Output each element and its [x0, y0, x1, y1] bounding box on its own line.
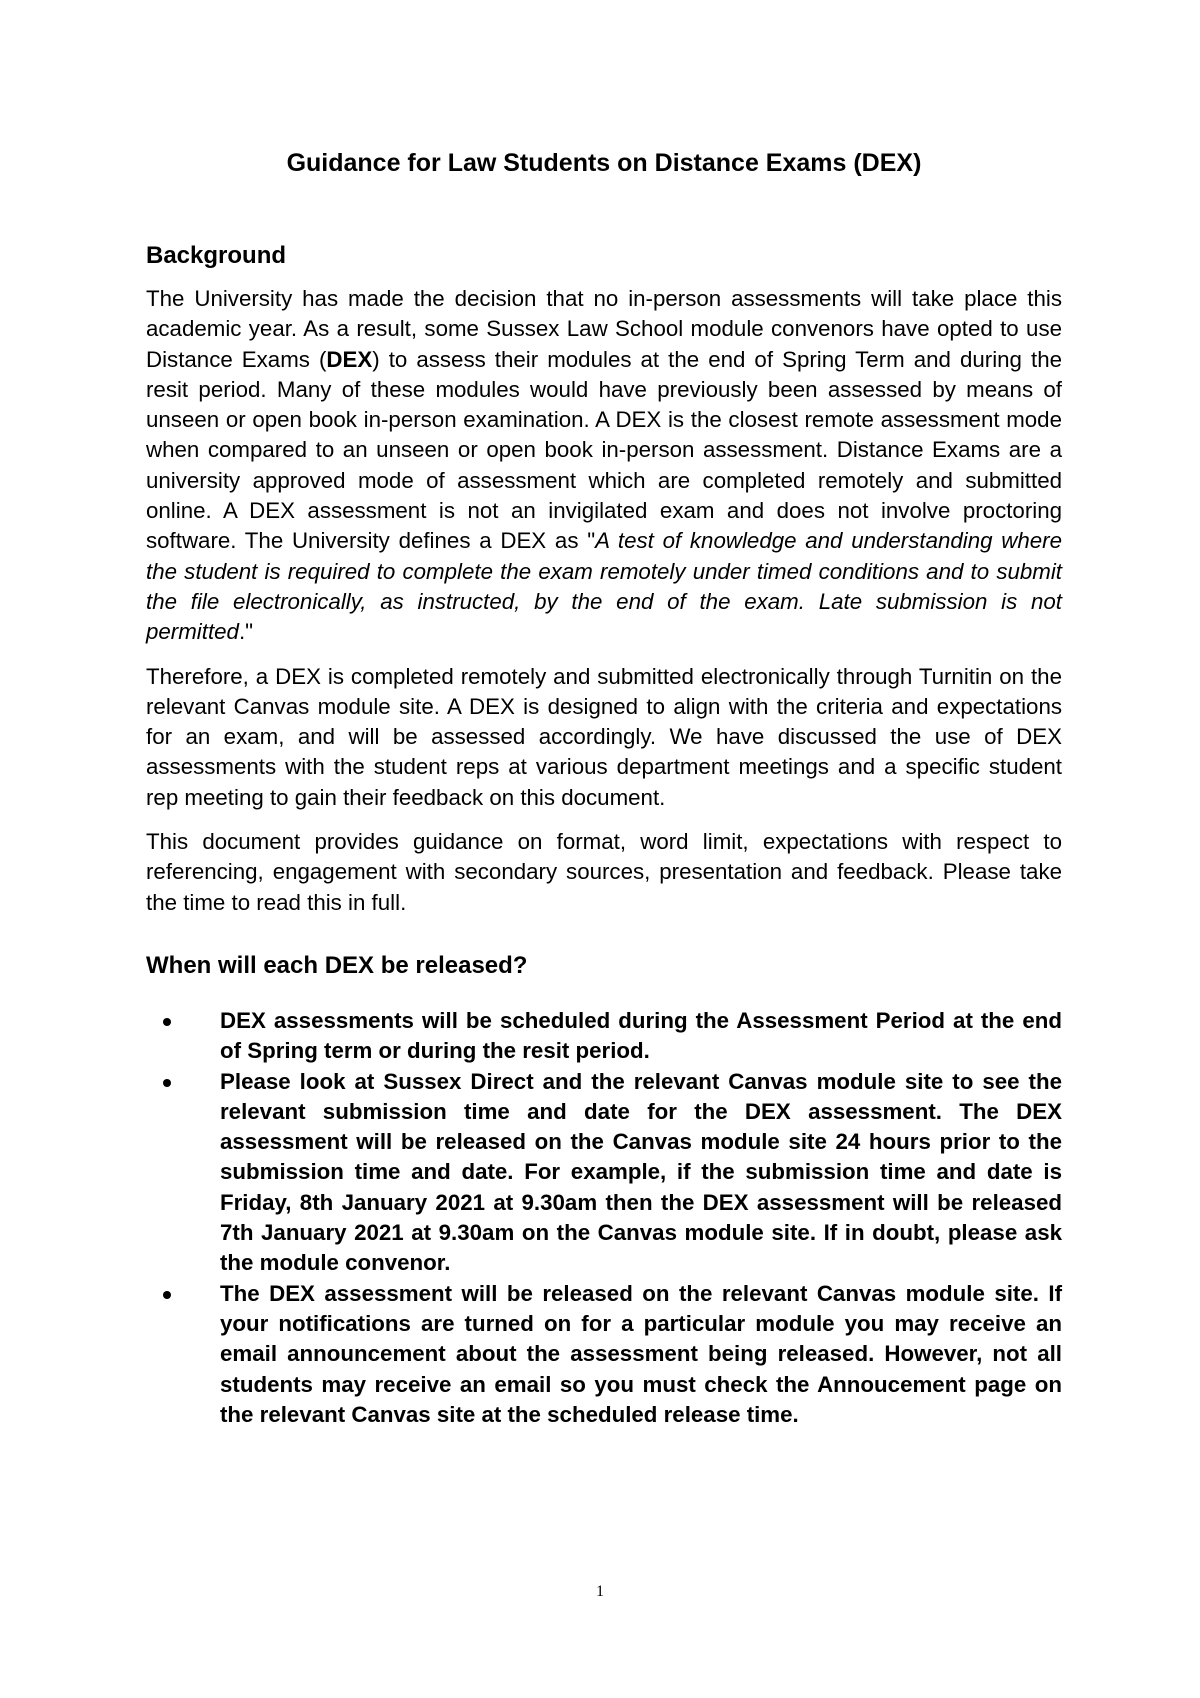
background-paragraph-1-text-c: ) to assess their modules at the end of Spring Term and during the resit period. Many of these modules would have previously been assessed by means of unseen or open book in-person examination. A DEX is the closest remote assessment mode when compared to an unseen or open book in-person assessment. Distance Exams are a university approved mode of assessment which are completed remotely and submitted online. A DEX assessment is not an invigilated exam and does not involve proctoring software. The University defines a DEX as "	[146, 346, 1062, 554]
background-paragraph-1-text-e: ."	[238, 619, 254, 645]
background-paragraph-2: Therefore, a DEX is completed remotely and submitted electronically through Turnitin on the relevant Canvas module site. A DEX is designed to align with the criteria and expectations for an exam, and will be assessed accordingly. We have discussed the use of DEX assessments with the student reps at various department meetings and a specific student rep meeting to gain their feedback on this document.	[146, 663, 1062, 810]
release-bullet-text: DEX assessments will be scheduled during the Assessment Period at the end of Spring term or during the resit period.	[220, 1007, 1062, 1064]
release-bullet-item	[220, 1067, 1062, 1279]
bullet-dot-icon	[163, 1291, 171, 1299]
dex-definition-quote: A test of knowledge and understanding where the student is required to complete the exam remotely under timed conditions and to submit the file electronically, as instructed, by the end of the exam. Late submission is not permitted	[146, 528, 1062, 645]
dex-abbreviation: DEX	[326, 346, 373, 372]
document-title: Guidance for Law Students on Distance Exams (DEX)	[286, 149, 922, 177]
release-bullet-list	[146, 1006, 1062, 1430]
section-heading-background: Background	[146, 242, 287, 269]
release-bullet-item	[220, 1279, 1062, 1430]
page-number: 1	[596, 1583, 604, 1600]
background-paragraph-1	[146, 284, 1062, 648]
release-bullet-item	[220, 1006, 1062, 1067]
background-paragraph-3: This document provides guidance on format, word limit, expectations with respect to referencing, engagement with secondary sources, presentation and feedback. Please take the time to read this in full.	[146, 829, 1062, 915]
section-heading-release: When will each DEX be released?	[146, 951, 528, 979]
page-content	[146, 146, 1062, 1430]
release-bullet-text: The DEX assessment will be released on the relevant Canvas module site. If your notifications are turned on for a particular module you may receive an email announcement about the assessment being released. However, not all students may receive an email so you must check the Annoucement page on the relevant Canvas site at the scheduled release time.	[220, 1280, 1062, 1427]
bullet-dot-icon	[163, 1018, 171, 1026]
background-paragraph-1-text-a: The University has made the decision that no in-person assessments will take place this academic year. As a result, some Sussex Law School module convenors have opted to use Distance Exams (	[146, 286, 1062, 372]
bullet-dot-icon	[163, 1079, 171, 1087]
release-bullet-text: Please look at Sussex Direct and the relevant Canvas module site to see the relevant submission time and date for the DEX assessment. The DEX assessment will be released on the Canvas module site 24 hours prior to the submission time and date. For example, if the submission time and date is Friday, 8th January 2021 at 9.30am then the DEX assessment will be released 7th January 2021 at 9.30am on the Canvas module site. If in doubt, please ask the module convenor.	[220, 1068, 1062, 1276]
